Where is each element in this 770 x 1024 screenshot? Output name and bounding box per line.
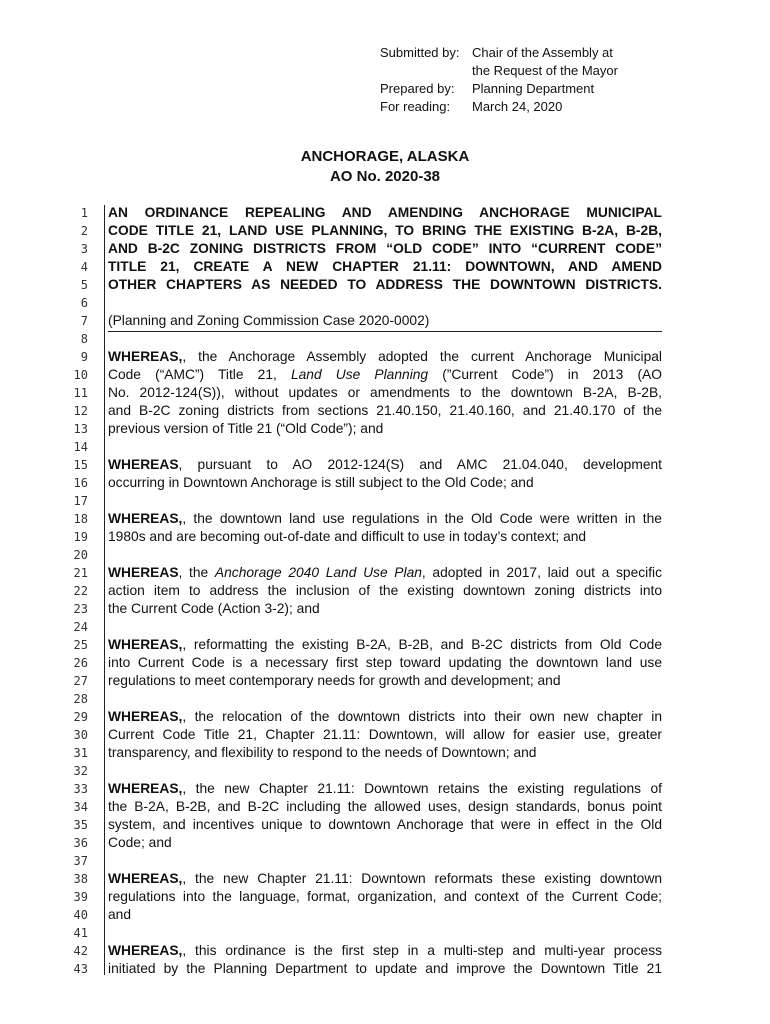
whereas-clause-8: WHEREAS,, the new Chapter 21.11: Downtown reformats these existing downtown regulations into the language, format, organization, and context of the Current Code; and bbox=[108, 871, 662, 922]
line-number: 22 bbox=[73, 584, 88, 598]
line-number: 14 bbox=[73, 440, 88, 454]
line-number: 42 bbox=[73, 944, 88, 958]
prepared-by-label: Prepared by: bbox=[380, 81, 455, 96]
submitted-by-value-line1: Chair of the Assembly at bbox=[472, 45, 613, 60]
case-reference: (Planning and Zoning Commission Case 2020-0002) bbox=[108, 312, 662, 332]
ordinance-title-line: AND B-2C ZONING DISTRICTS FROM “OLD CODE” INTO “CURRENT CODE” bbox=[108, 241, 662, 256]
prepared-by-value: Planning Department bbox=[472, 81, 595, 96]
line-number: 23 bbox=[73, 602, 88, 616]
ao-number: AO No. 2020-38 bbox=[329, 168, 441, 185]
line-number: 7 bbox=[80, 314, 88, 328]
line-number: 21 bbox=[73, 566, 88, 580]
document-city-title: ANCHORAGE, ALASKA bbox=[300, 148, 470, 165]
for-reading-value: March 24, 2020 bbox=[472, 99, 563, 114]
ordinance-title-line: OTHER CHAPTERS AS NEEDED TO ADDRESS THE DOWNTOWN DISTRICTS. bbox=[108, 277, 662, 292]
whereas-clause-6: WHEREAS,, the relocation of the downtown districts into their own new chapter in Current Code Title 21, Chapter 21.11: Downtown, will allow for easier use, greater transparency, and flexibility to respond to the needs of Downtown; and bbox=[108, 709, 662, 760]
whereas-label: WHEREAS bbox=[108, 637, 179, 652]
ordinance-title-line: CODE TITLE 21, LAND USE PLANNING, TO BRING THE EXISTING B-2A, B-2B, bbox=[108, 223, 662, 238]
line-number: 10 bbox=[73, 368, 88, 382]
submitted-by-value-line2: the Request of the Mayor bbox=[472, 63, 618, 78]
line-number: 38 bbox=[73, 872, 88, 886]
line-number: 16 bbox=[73, 476, 88, 490]
whereas-label: WHEREAS bbox=[108, 565, 179, 580]
whereas-label: WHEREAS bbox=[108, 349, 179, 364]
whereas-label: WHEREAS bbox=[108, 709, 179, 724]
whereas-label: WHEREAS bbox=[108, 871, 179, 886]
line-number: 32 bbox=[73, 764, 88, 778]
line-number: 17 bbox=[73, 494, 88, 508]
line-number: 28 bbox=[73, 692, 88, 706]
line-number: 34 bbox=[73, 800, 88, 814]
whereas-clause-3: WHEREAS,, the downtown land use regulations in the Old Code were written in the 1980s and are becoming out-of-date and difficult to use in today’s context; and bbox=[108, 511, 662, 544]
line-number: 3 bbox=[80, 242, 88, 256]
line-number: 43 bbox=[73, 962, 88, 976]
line-number: 11 bbox=[73, 386, 88, 400]
line-number: 20 bbox=[73, 548, 88, 562]
whereas-clause-2: WHEREAS, pursuant to AO 2012-124(S) and AMC 21.04.040, development occurring in Downtown Anchorage is still subject to the Old Code; and bbox=[108, 457, 662, 490]
whereas-clause-1: WHEREAS,, the Anchorage Assembly adopted the current Anchorage Municipal Code (“AMC”) Title 21, Land Use Planning (”Current Code”) in 2013 (AO No. 2012-124(S)), without updates or amendments to the downtown B-2A, B-2B, and B-2C zoning districts from sections 21.40.150, 21.40.160, and 21.40.170 of the previous version of Title 21 (“Old Code”); and bbox=[108, 349, 662, 436]
for-reading-label: For reading: bbox=[380, 99, 451, 114]
line-number: 41 bbox=[73, 926, 88, 940]
line-number: 33 bbox=[73, 782, 88, 796]
submission-header bbox=[380, 44, 618, 116]
line-number: 15 bbox=[73, 458, 88, 472]
line-number: 6 bbox=[80, 296, 88, 310]
ordinance-title bbox=[108, 204, 662, 294]
line-number: 12 bbox=[73, 404, 88, 418]
line-number: 35 bbox=[73, 818, 88, 832]
line-number: 1 bbox=[80, 206, 88, 220]
line-number: 26 bbox=[73, 656, 88, 670]
ordinance-title-line: AN ORDINANCE REPEALING AND AMENDING ANCHORAGE MUNICIPAL bbox=[108, 205, 662, 220]
submitted-by-label: Submitted by: bbox=[380, 45, 460, 60]
line-number: 31 bbox=[73, 746, 88, 760]
line-number: 5 bbox=[80, 278, 88, 292]
line-number: 30 bbox=[73, 728, 88, 742]
whereas-label: WHEREAS bbox=[108, 781, 179, 796]
line-number: 36 bbox=[73, 836, 88, 850]
line-number: 25 bbox=[73, 638, 88, 652]
whereas-clause-5: WHEREAS,, reformatting the existing B-2A, B-2B, and B-2C districts from Old Code into Current Code is a necessary first step toward updating the downtown land use regulations to meet contemporary needs for growth and development; and bbox=[108, 637, 662, 688]
whereas-clause-4: WHEREAS, the Anchorage 2040 Land Use Plan, adopted in 2017, laid out a specific action item to address the inclusion of the existing downtown zoning districts into the Current Code (Action 3-2); and bbox=[108, 565, 662, 616]
whereas-clause-7: WHEREAS,, the new Chapter 21.11: Downtown retains the existing regulations of the B-2A, B-2B, and B-2C including the allowed uses, design standards, bonus point system, and incentives unique to downtown Anchorage that were in effect in the Old Code; and bbox=[108, 781, 662, 850]
whereas-clause-9: WHEREAS,, this ordinance is the first step in a multi-step and multi-year process initiated by the Planning Department to update and improve the Downtown Title 21 bbox=[108, 943, 662, 976]
line-number: 39 bbox=[73, 890, 88, 904]
line-number-rule bbox=[104, 205, 105, 975]
line-number: 24 bbox=[73, 620, 88, 634]
line-number: 8 bbox=[80, 332, 88, 346]
anchorage-2040-plan-title: Anchorage 2040 Land Use Plan bbox=[214, 565, 422, 580]
line-number: 2 bbox=[80, 224, 88, 238]
whereas-label: WHEREAS bbox=[108, 511, 179, 526]
whereas-label: WHEREAS bbox=[108, 943, 179, 958]
line-number: 9 bbox=[80, 350, 88, 364]
line-number: 19 bbox=[73, 530, 88, 544]
line-number: 37 bbox=[73, 854, 88, 868]
line-number: 18 bbox=[73, 512, 88, 526]
land-use-planning-title: Land Use Planning bbox=[290, 367, 429, 382]
line-number: 4 bbox=[80, 260, 88, 274]
line-number: 27 bbox=[73, 674, 88, 688]
line-number: 13 bbox=[73, 422, 88, 436]
line-number: 29 bbox=[73, 710, 88, 724]
line-number: 40 bbox=[73, 908, 88, 922]
whereas-label: WHEREAS bbox=[108, 457, 179, 472]
ordinance-title-line: TITLE 21, CREATE A NEW CHAPTER 21.11: DOWNTOWN, AND AMEND bbox=[108, 259, 662, 274]
